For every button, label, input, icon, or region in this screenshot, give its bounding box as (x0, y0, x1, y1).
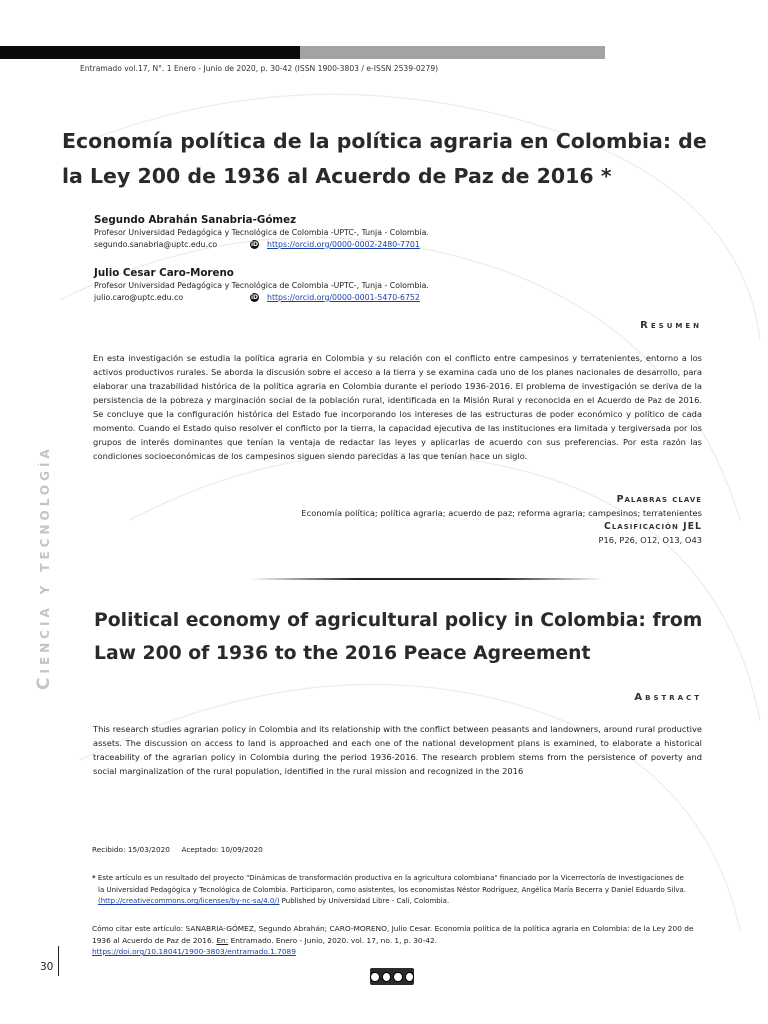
how-to-cite (92, 923, 704, 958)
sa-icon (405, 972, 415, 982)
creative-commons-badge-icon[interactable] (370, 968, 414, 985)
citation-text: Cómo citar este artículo: SANABRIA-GÓMEZ, Segundo Abrahán; CARO-MORENO, Julio Cesar. Economía política de la política agraria en Colombia: de la Ley 200 de 1936 al Acuerdo de Paz de 2016. (92, 924, 694, 945)
abstract-text: This research studies agrarian policy in Colombia and its relationship with the conflict between peasants and landowners, around rural productive assets. The discussion on access to land is approached and each one of the national development plans is examined, to elaborate a historical traceability of the agrarian policy in Colombia during the period 1936-2016. The research problem stems from the persistence of poverty and social marginalization of the rural population, identified in the rural mission and recognized in the 2016 (93, 724, 702, 776)
section-divider (250, 578, 604, 580)
author-block-2 (94, 266, 514, 303)
author-name: Julio Cesar Caro-Moreno (94, 267, 234, 279)
nc-icon (393, 972, 403, 982)
received-label: Recibido: (92, 845, 126, 854)
keywords-heading: Palabras clave (616, 494, 702, 505)
footnote-line-1: Este artículo es un resultado del proyecto "Dinámicas de transformación productiva en la agricultura colombiana" financiado por la Vicerrectoría de Investigaciones de (97, 874, 684, 882)
page-number-rule (58, 946, 59, 976)
jel-heading: Clasificación JEL (603, 521, 702, 532)
orcid-icon: iD (250, 293, 259, 301)
author-email[interactable]: julio.caro@uptc.edu.co (94, 292, 184, 302)
header-bar-black (0, 46, 300, 59)
citation-text-2: Entramado. Enero - Junio, 2020. vol. 17, no. 1, p. 30-42. (228, 935, 438, 945)
footnote-line-2: la Universidad Pedagógica y Tecnológica de Colombia. Participaron, como asistentes, los economistas Néstor Rodríguez, Angélica María Becerra y Daniel Eduardo Silva. (98, 885, 687, 894)
by-icon (382, 972, 392, 982)
footnote-line-3 (92, 896, 702, 908)
keywords-text: Economía política; política agraria; acuerdo de paz; reforma agraria; campesinos; terratenientes (301, 508, 702, 518)
resumen-heading: Resumen (640, 320, 702, 331)
jel-codes: P16, P26, O12, O13, O43 (598, 535, 702, 545)
orcid-icon: iD (250, 240, 259, 248)
author-email[interactable]: segundo.sanabria@uptc.edu.co (94, 239, 218, 249)
author-contact-row (94, 292, 514, 304)
abstract-heading: Abstract (634, 692, 702, 703)
received-date: 15/03/2020 (127, 845, 170, 854)
author-orcid-link[interactable]: https://orcid.org/0000-0001-5470-6752 (267, 292, 420, 302)
dates-line (92, 845, 263, 854)
keywords-block (301, 494, 702, 545)
author-affiliation: Profesor Universidad Pedagógica y Tecnológica de Colombia -UPTC-, Tunja - Colombia. (94, 228, 429, 237)
license-link[interactable]: (http://creativecommons.org/licenses/by-nc-sa/4.0/) (98, 897, 280, 905)
author-name: Segundo Abrahán Sanabria-Gómez (94, 214, 297, 226)
author-contact-row (94, 239, 514, 251)
accepted-label: Aceptado: (181, 845, 219, 854)
publisher-note: Published by Universidad Libre - Cali, Colombia. (279, 897, 450, 905)
doi-link[interactable]: https://doi.org/10.18041/1900-3803/entramado.1.7089 (92, 947, 296, 956)
funding-footnote (92, 873, 702, 908)
cc-icon (370, 972, 380, 982)
article-title-spanish: Economía política de la política agraria en Colombia: de la Ley 200 de 1936 al Acuerdo de Paz de 2016 * (62, 129, 707, 188)
page-number: 30 (40, 961, 54, 973)
footnote-marker: * (92, 874, 96, 882)
accepted-date: 10/09/2020 (220, 845, 263, 854)
author-orcid-link[interactable]: https://orcid.org/0000-0002-2480-7701 (267, 239, 420, 249)
author-block-1 (94, 213, 514, 250)
citation-en-label: En: (216, 935, 229, 945)
section-side-label: Ciencia y tecnología (34, 445, 54, 690)
resumen-text: En esta investigación se estudia la política agraria en Colombia y su relación con el conflicto entre campesinos y terratenientes, entorno a los activos productivos rurales. Se aborda la discusión sobre el acceso a la tierra y se examina cada uno de los planes nacionales de desarrollo, para elaborar una trazabilidad histórica de la política agraria en Colombia durante el periodo 1936-2016. El problema de investigación se deriva de la persistencia de la pobreza y marginación social de la población rural, identificada en la Misión Rural y reconocida en el Acuerdo de Paz de 2016. Se concluye que la configuración histórica del Estado fue incorporando los intereses de las estructuras de poder económico y político de cada momento. Cuando el Estado quiso resolver el conflicto por la tierra, la capacidad ejecutiva de las instituciones era limitada y tergiversada por los grupos de interés dominantes que tenían la ventaja de redactar las leyes y aplicarlas de acuerdo con sus preferencias. Por esta razón las condiciones socioeconómicas de los campesinos siguen siendo parecidas a las que tenían hace un siglo. (93, 353, 702, 461)
article-title-english: Political economy of agricultural policy in Colombia: from Law 200 of 1936 to the 2016 Peace Agreement (94, 610, 703, 664)
author-affiliation: Profesor Universidad Pedagógica y Tecnológica de Colombia -UPTC-, Tunja - Colombia. (94, 281, 429, 290)
journal-reference: Entramado vol.17, N°. 1 Enero - Junio de 2020, p. 30-42 (ISSN 1900-3803 / e-ISSN 2539-0279) (80, 64, 439, 73)
header-bar-grey (300, 46, 605, 59)
